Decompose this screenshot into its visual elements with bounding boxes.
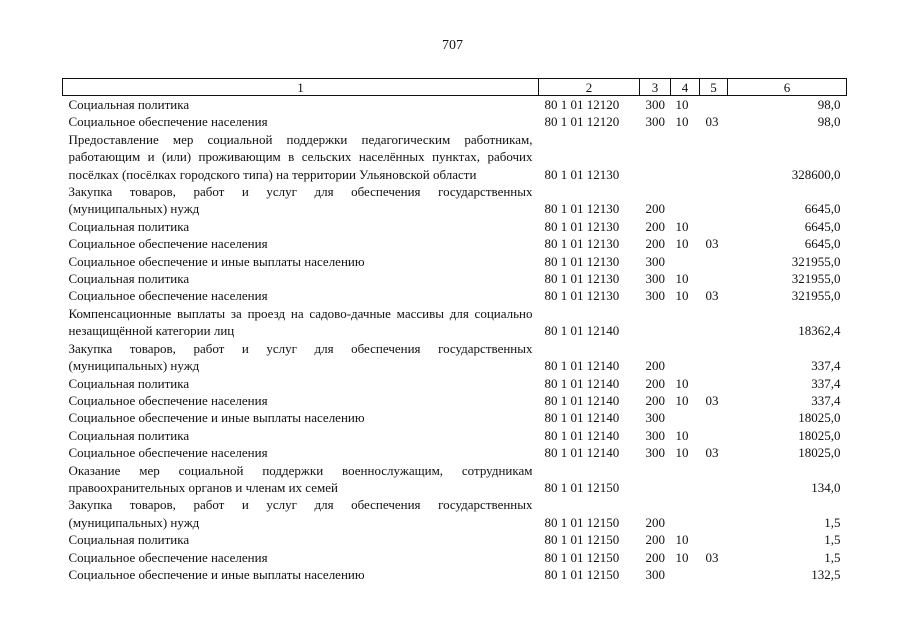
table-row bbox=[63, 462, 847, 497]
row-name-cell: Социальное обеспечение населения bbox=[68, 288, 268, 304]
column-header-name: 1 bbox=[63, 79, 539, 96]
row-amount-cell: 98,0 bbox=[817, 114, 841, 130]
row-code-cell: 80 1 01 12140 bbox=[544, 427, 620, 443]
table-row bbox=[63, 549, 847, 566]
table-row bbox=[63, 183, 847, 218]
row-amount-cell: 18025,0 bbox=[798, 410, 841, 426]
row-expense-type-cell: 200 bbox=[645, 358, 665, 374]
row-name-cell: Закупка товаров, работ и услуг для обеспечения государственных (муниципальных) нужд bbox=[68, 184, 533, 217]
row-code-cell: 80 1 01 12140 bbox=[544, 375, 620, 391]
row-code-cell: 80 1 01 12140 bbox=[544, 358, 620, 374]
row-section-cell: 10 bbox=[675, 288, 689, 304]
row-expense-type-cell: 200 bbox=[645, 218, 665, 234]
row-section-cell: 10 bbox=[675, 427, 689, 443]
row-code-cell: 80 1 01 12150 bbox=[544, 549, 620, 565]
row-name-cell: Социальная политика bbox=[68, 375, 190, 391]
table-row bbox=[63, 253, 847, 270]
row-name-cell: Социальное обеспечение населения bbox=[68, 114, 268, 130]
table-row bbox=[63, 131, 847, 183]
budget-table bbox=[62, 78, 847, 583]
row-subsection-cell bbox=[700, 340, 728, 375]
row-subsection-cell bbox=[700, 531, 728, 548]
row-code-cell: 80 1 01 12130 bbox=[544, 236, 620, 252]
row-expense-type-cell bbox=[640, 462, 671, 497]
row-subsection-cell bbox=[700, 566, 728, 583]
row-amount-cell: 132,5 bbox=[811, 566, 841, 582]
row-amount-cell: 18025,0 bbox=[798, 445, 841, 461]
row-subsection-cell bbox=[700, 218, 728, 235]
row-amount-cell: 18025,0 bbox=[798, 427, 841, 443]
row-amount-cell: 18362,4 bbox=[798, 323, 841, 339]
table-header-row bbox=[63, 79, 847, 96]
row-name-cell: Социальное обеспечение населения bbox=[68, 445, 268, 461]
row-section-cell: 10 bbox=[675, 271, 689, 287]
row-name-cell: Социальная политика bbox=[68, 97, 190, 112]
row-section-cell: 10 bbox=[675, 549, 689, 565]
row-section-cell bbox=[671, 305, 700, 340]
row-amount-cell: 6645,0 bbox=[804, 201, 841, 217]
table-row bbox=[63, 218, 847, 235]
table-row bbox=[63, 287, 847, 304]
row-code-cell: 80 1 01 12120 bbox=[544, 114, 620, 130]
row-name-cell: Социальное обеспечение населения bbox=[68, 236, 268, 252]
table-row bbox=[63, 444, 847, 461]
row-amount-cell: 321955,0 bbox=[791, 288, 841, 304]
row-amount-cell: 337,4 bbox=[811, 392, 841, 408]
row-name-cell: Социальное обеспечение населения bbox=[68, 549, 268, 565]
row-name-cell: Социальная политика bbox=[68, 427, 190, 443]
table-row bbox=[63, 270, 847, 287]
row-section-cell: 10 bbox=[675, 392, 689, 408]
row-name-cell: Закупка товаров, работ и услуг для обеспечения государственных (муниципальных) нужд bbox=[68, 340, 533, 374]
row-expense-type-cell: 200 bbox=[645, 392, 665, 408]
row-amount-cell: 321955,0 bbox=[791, 253, 841, 269]
row-section-cell bbox=[671, 409, 700, 426]
row-amount-cell: 1,5 bbox=[824, 514, 841, 530]
table-row bbox=[63, 305, 847, 340]
row-expense-type-cell: 200 bbox=[645, 514, 665, 530]
row-expense-type-cell: 200 bbox=[645, 236, 665, 252]
table-body bbox=[63, 96, 847, 584]
row-subsection-cell bbox=[700, 183, 728, 218]
row-expense-type-cell: 300 bbox=[645, 410, 665, 426]
row-code-cell: 80 1 01 12130 bbox=[544, 253, 620, 269]
row-subsection-cell bbox=[700, 253, 728, 270]
table-row bbox=[63, 235, 847, 252]
row-subsection-cell: 03 bbox=[705, 236, 719, 252]
row-expense-type-cell: 300 bbox=[645, 271, 665, 287]
row-code-cell: 80 1 01 12130 bbox=[544, 288, 620, 304]
column-header-code: 2 bbox=[539, 79, 640, 96]
row-name-cell: Социальное обеспечение и иные выплаты населению bbox=[68, 566, 365, 582]
row-name-cell: Компенсационные выплаты за проезд на садово-дачные массивы для социально незащищённой категории лиц bbox=[68, 305, 533, 339]
row-expense-type-cell: 300 bbox=[645, 445, 665, 461]
row-amount-cell: 6645,0 bbox=[804, 236, 841, 252]
row-expense-type-cell: 200 bbox=[645, 375, 665, 391]
table-row bbox=[63, 392, 847, 409]
row-name-cell: Оказание мер социальной поддержки военнослужащим, сотрудникам правоохранительных органов и членам их семей bbox=[68, 462, 533, 495]
row-name-cell: Социальная политика bbox=[68, 271, 190, 287]
table-row bbox=[63, 375, 847, 392]
row-expense-type-cell: 300 bbox=[645, 253, 665, 269]
row-expense-type-cell: 300 bbox=[645, 97, 665, 112]
column-header-amount: 6 bbox=[728, 79, 847, 96]
row-section-cell: 10 bbox=[675, 236, 689, 252]
row-section-cell: 10 bbox=[675, 532, 689, 548]
row-code-cell: 80 1 01 12130 bbox=[544, 201, 620, 217]
row-code-cell: 80 1 01 12140 bbox=[544, 445, 620, 461]
row-section-cell bbox=[671, 496, 700, 531]
row-name-cell: Предоставление мер социальной поддержки педагогическим работникам, работающим и (или) проживающим в сельских населённых пунктах, рабочих посёлках (посёлках городского типа) на территории Ульяновской области bbox=[68, 131, 533, 182]
row-subsection-cell: 03 bbox=[705, 445, 719, 461]
row-code-cell: 80 1 01 12140 bbox=[544, 392, 620, 408]
row-expense-type-cell: 200 bbox=[645, 201, 665, 217]
table-row bbox=[63, 409, 847, 426]
table-row bbox=[63, 96, 847, 114]
row-name-cell: Закупка товаров, работ и услуг для обеспечения государственных (муниципальных) нужд bbox=[68, 497, 533, 530]
row-code-cell: 80 1 01 12150 bbox=[544, 566, 620, 582]
row-subsection-cell bbox=[700, 270, 728, 287]
table-row bbox=[63, 496, 847, 531]
table-row bbox=[63, 427, 847, 444]
row-code-cell: 80 1 01 12130 bbox=[544, 218, 620, 234]
row-section-cell bbox=[671, 253, 700, 270]
row-amount-cell: 1,5 bbox=[824, 532, 841, 548]
row-subsection-cell bbox=[700, 131, 728, 183]
column-header-section: 4 bbox=[671, 79, 700, 96]
row-amount-cell: 134,0 bbox=[811, 479, 841, 495]
row-subsection-cell: 03 bbox=[705, 549, 719, 565]
row-expense-type-cell bbox=[640, 131, 671, 183]
row-amount-cell: 337,4 bbox=[811, 358, 841, 374]
row-subsection-cell bbox=[700, 496, 728, 531]
table-row bbox=[63, 113, 847, 130]
row-amount-cell: 321955,0 bbox=[791, 271, 841, 287]
row-expense-type-cell: 200 bbox=[645, 549, 665, 565]
table-row bbox=[63, 340, 847, 375]
row-section-cell: 10 bbox=[675, 445, 689, 461]
row-code-cell: 80 1 01 12120 bbox=[544, 97, 620, 112]
row-name-cell: Социальное обеспечение и иные выплаты населению bbox=[68, 410, 365, 426]
row-name-cell: Социальное обеспечение населения bbox=[68, 392, 268, 408]
row-code-cell: 80 1 01 12150 bbox=[544, 514, 620, 530]
row-name-cell: Социальная политика bbox=[68, 218, 190, 234]
row-expense-type-cell: 300 bbox=[645, 114, 665, 130]
row-code-cell: 80 1 01 12150 bbox=[544, 532, 620, 548]
row-subsection-cell: 03 bbox=[705, 288, 719, 304]
row-subsection-cell: 03 bbox=[705, 392, 719, 408]
row-section-cell bbox=[671, 566, 700, 583]
row-subsection-cell: 03 bbox=[705, 114, 719, 130]
row-expense-type-cell: 300 bbox=[645, 566, 665, 582]
row-subsection-cell bbox=[700, 427, 728, 444]
row-expense-type-cell: 300 bbox=[645, 427, 665, 443]
row-subsection-cell bbox=[700, 96, 728, 114]
row-amount-cell: 337,4 bbox=[811, 375, 841, 391]
table-row bbox=[63, 531, 847, 548]
table-row bbox=[63, 566, 847, 583]
row-amount-cell: 98,0 bbox=[817, 97, 841, 112]
row-section-cell bbox=[671, 340, 700, 375]
row-section-cell: 10 bbox=[675, 218, 689, 234]
row-expense-type-cell: 300 bbox=[645, 288, 665, 304]
row-code-cell: 80 1 01 12140 bbox=[544, 323, 620, 339]
row-section-cell: 10 bbox=[675, 375, 689, 391]
row-section-cell bbox=[671, 183, 700, 218]
row-expense-type-cell: 200 bbox=[645, 532, 665, 548]
row-amount-cell: 6645,0 bbox=[804, 218, 841, 234]
row-subsection-cell bbox=[700, 462, 728, 497]
row-code-cell: 80 1 01 12130 bbox=[544, 271, 620, 287]
row-expense-type-cell bbox=[640, 305, 671, 340]
column-header-expense-type: 3 bbox=[640, 79, 671, 96]
row-amount-cell: 1,5 bbox=[824, 549, 841, 565]
column-header-subsection: 5 bbox=[700, 79, 728, 96]
row-code-cell: 80 1 01 12140 bbox=[544, 410, 620, 426]
row-section-cell bbox=[671, 131, 700, 183]
row-subsection-cell bbox=[700, 375, 728, 392]
row-section-cell bbox=[671, 462, 700, 497]
row-name-cell: Социальное обеспечение и иные выплаты населению bbox=[68, 253, 365, 269]
page-number: 707 bbox=[442, 38, 463, 53]
row-code-cell: 80 1 01 12130 bbox=[544, 166, 620, 182]
row-subsection-cell bbox=[700, 409, 728, 426]
row-section-cell: 10 bbox=[675, 97, 689, 112]
row-code-cell: 80 1 01 12150 bbox=[544, 479, 620, 495]
row-name-cell: Социальная политика bbox=[68, 532, 190, 548]
row-subsection-cell bbox=[700, 305, 728, 340]
row-amount-cell: 328600,0 bbox=[791, 166, 841, 182]
row-section-cell: 10 bbox=[675, 114, 689, 130]
